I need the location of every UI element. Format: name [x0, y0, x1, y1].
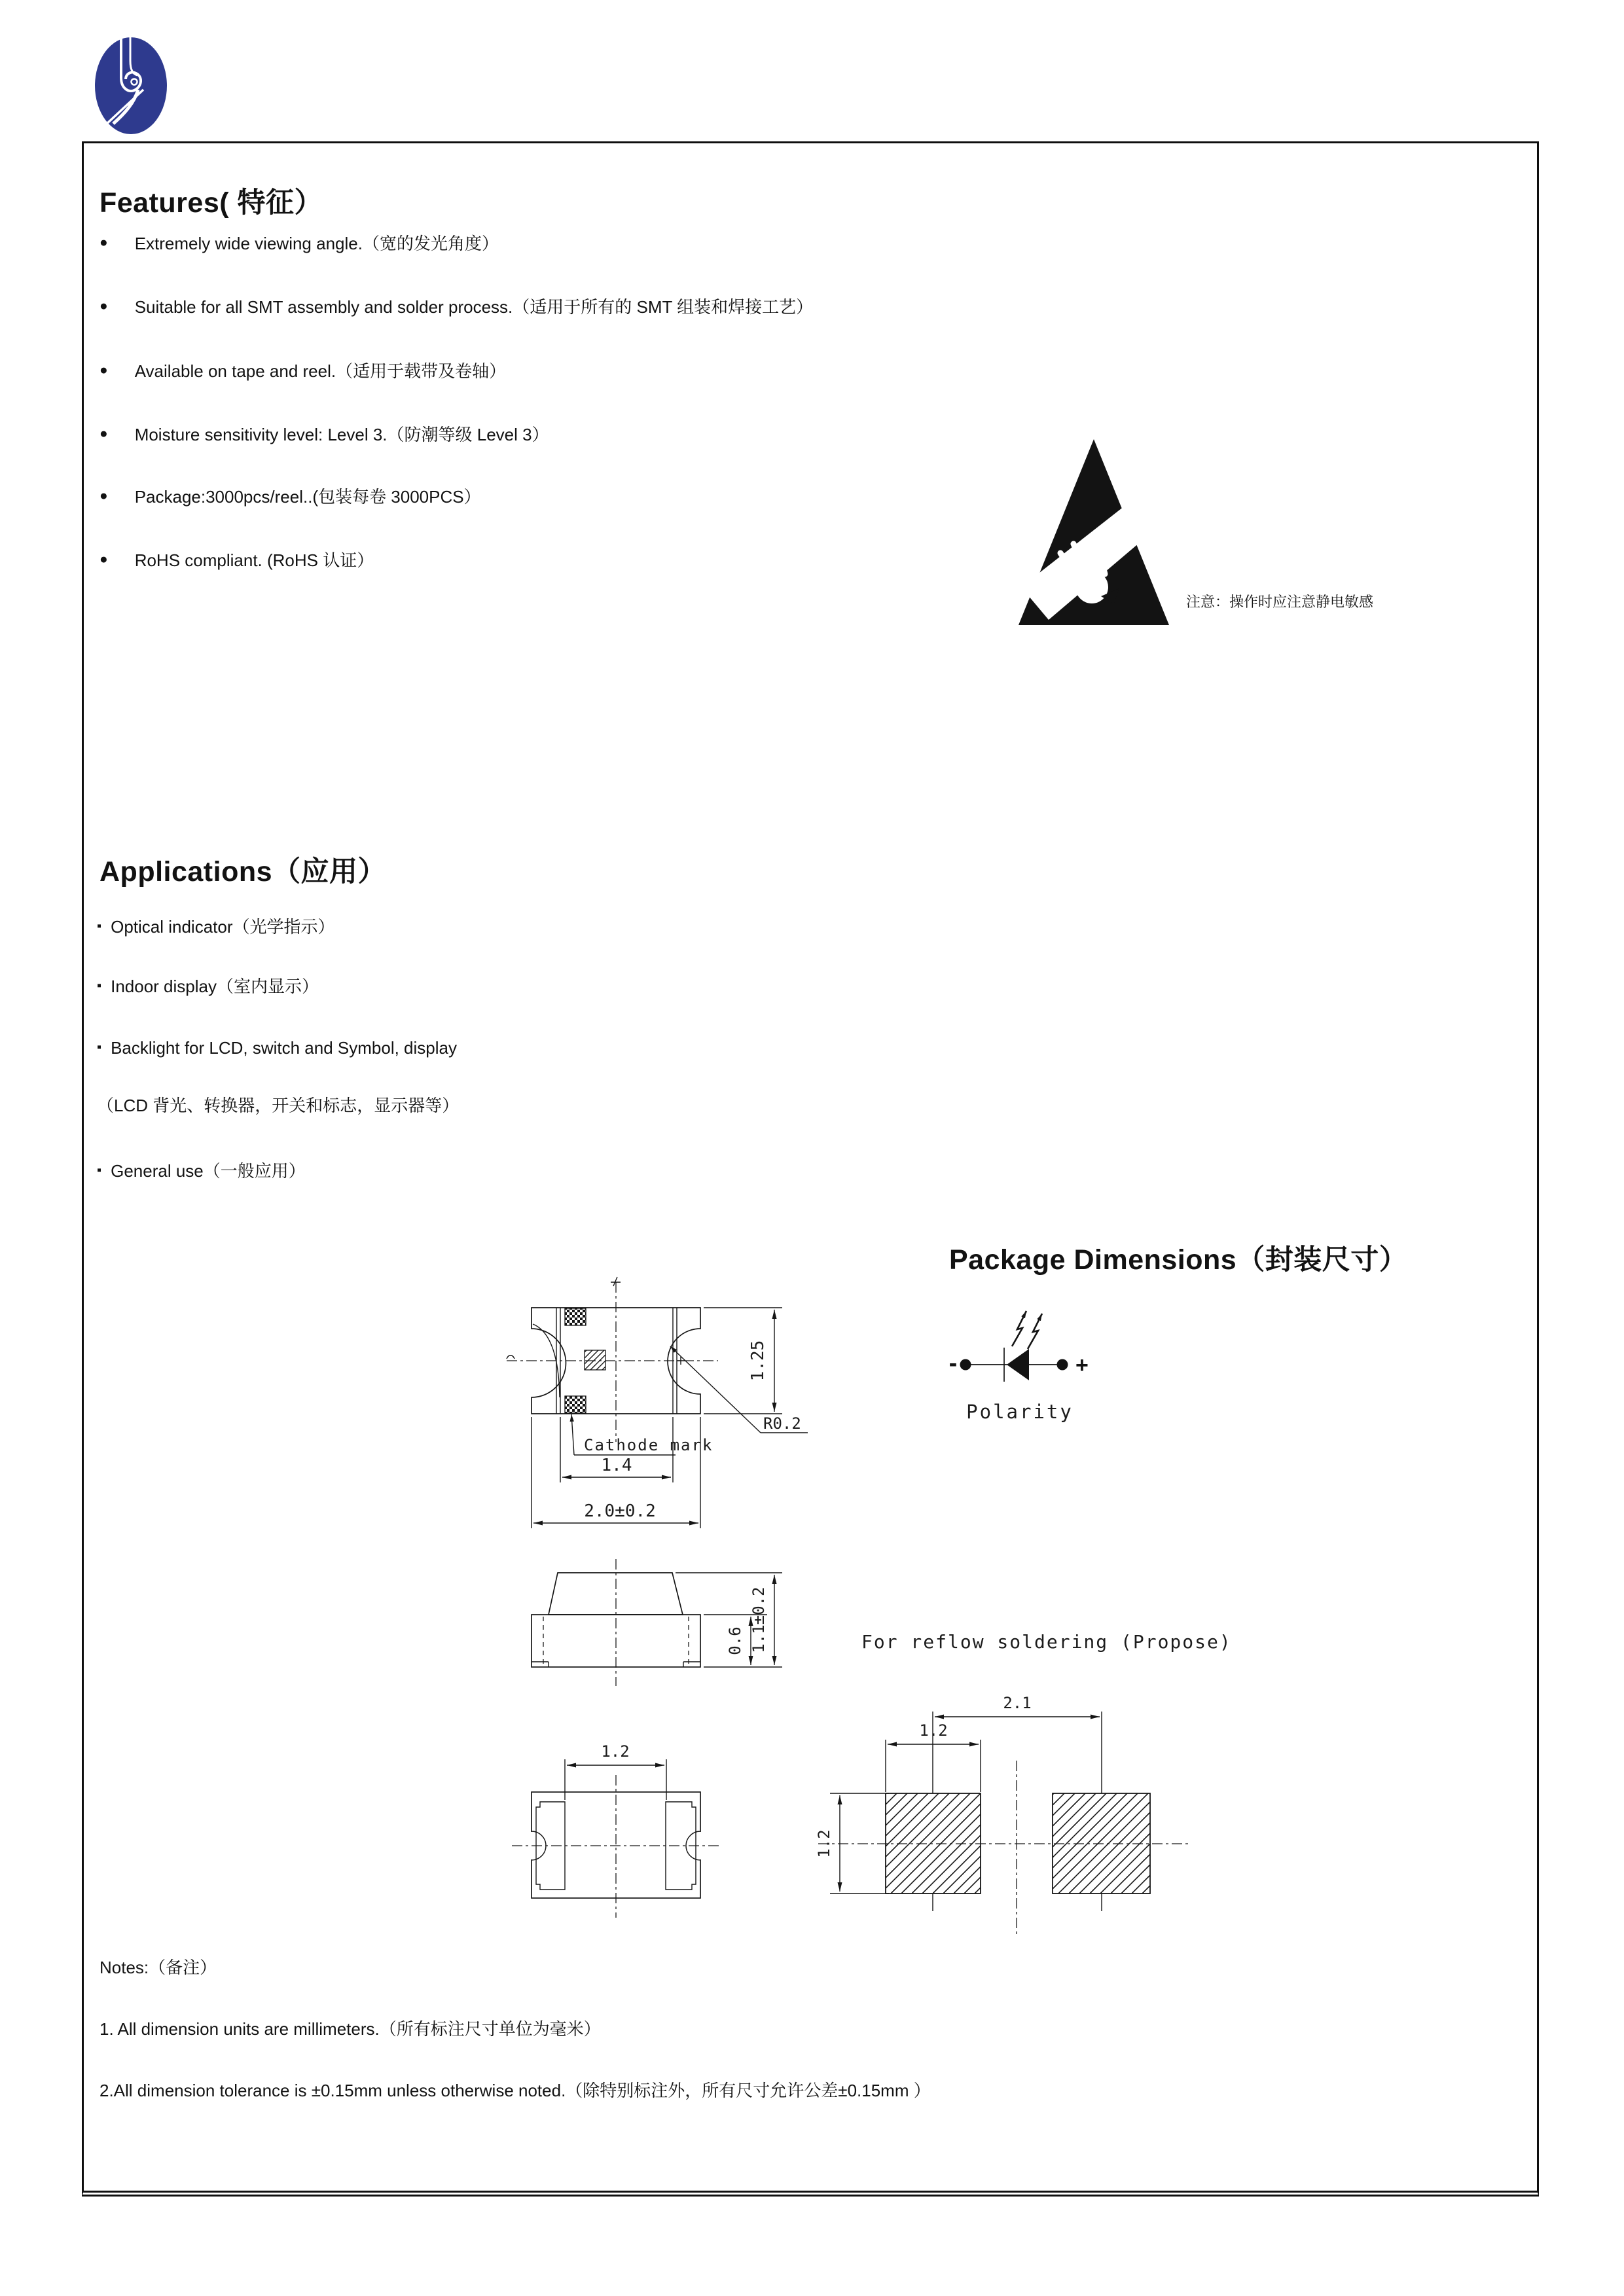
application-item [97, 1037, 457, 1058]
light-arrow-icon [1028, 1314, 1042, 1349]
polarity-diagram [936, 1286, 1106, 1427]
bullet-icon: ● [99, 363, 108, 378]
notes-title: Notes:（备注） [99, 1958, 217, 1977]
applications-title: Applications（应用） [99, 856, 387, 888]
dim-radius: R0.2 [763, 1414, 801, 1433]
application-item [97, 976, 319, 997]
feature-text: Extremely wide viewing angle.（宽的发光角度） [134, 234, 499, 253]
dim-height: 1.25 [748, 1340, 768, 1382]
minus-label: - [948, 1350, 958, 1377]
application-text: Backlight for LCD, switch and Symbol, display [111, 1038, 457, 1058]
polarity-label: Polarity [966, 1401, 1074, 1423]
note-item: 1. All dimension units are millimeters.（所有标注尺寸单位为毫米） [99, 2019, 601, 2039]
cathode-mark-label: Cathode mark [584, 1436, 713, 1454]
feature-item [99, 550, 374, 571]
feature-item [99, 296, 813, 317]
feature-text: Suitable for all SMT assembly and solder process.（适用于所有的 SMT 组装和焊接工艺） [134, 297, 814, 317]
application-text: Indoor display（室内显示） [111, 977, 319, 996]
dim-pad-gap: 1.2 [601, 1742, 630, 1761]
bullet-icon: ● [99, 298, 108, 314]
feature-item [99, 361, 506, 382]
company-logo-icon [94, 36, 168, 135]
dim-outer-width: 2.0±0.2 [584, 1501, 656, 1521]
dim-body-height: 0.6 [726, 1626, 744, 1655]
bullet-icon: ● [99, 235, 108, 250]
feature-item [99, 233, 499, 254]
side-view-drawing [511, 1551, 792, 1692]
feature-item [99, 424, 549, 445]
cathode-mark-pad [565, 1308, 586, 1325]
application-text: Optical indicator（光学指示） [111, 917, 335, 937]
center-pad [585, 1350, 605, 1370]
reflow-caption: For reflow soldering (Propose) [861, 1631, 1232, 1653]
application-text: General use（一般应用） [111, 1161, 306, 1181]
feature-text: Moisture sensitivity level: Level 3.（防潮等级 Level 3） [134, 425, 549, 444]
square-bullet-icon: ▪ [97, 1163, 102, 1177]
plus-label: + [1075, 1353, 1089, 1378]
bottom-view-drawing [511, 1721, 792, 1924]
feature-text: RoHS compliant. (RoHS 认证） [134, 550, 374, 570]
feature-text: Available on tape and reel.（适用于载带及卷轴） [134, 361, 507, 381]
top-view-drawing [499, 1273, 846, 1541]
diode-symbol [1007, 1349, 1029, 1380]
dim-pitch: 2.1 [1003, 1694, 1032, 1712]
square-bullet-icon: ▪ [97, 978, 102, 993]
cathode-mark-pad [565, 1396, 586, 1413]
dim-pad-width: 1.2 [919, 1721, 948, 1740]
application-item [97, 1160, 306, 1181]
dim-total-height: 1.1±0.2 [749, 1587, 768, 1653]
light-arrow-icon [1012, 1311, 1026, 1346]
square-bullet-icon: ▪ [97, 919, 102, 933]
note-item: 2.All dimension tolerance is ±0.15mm unless otherwise noted.（除特别标注外，所有尺寸允许公差±0.15mm ） [99, 2081, 931, 2100]
esd-warning-icon [1015, 435, 1172, 628]
esd-caution-note: 注意：操作时应注意静电敏感 [1186, 594, 1374, 611]
bullet-icon: ● [99, 426, 108, 441]
bullet-icon: ● [99, 552, 108, 567]
feature-item [99, 486, 481, 507]
square-bullet-icon: ▪ [97, 1040, 102, 1054]
feature-text: Package:3000pcs/reel..(包装每卷 3000PCS） [134, 487, 481, 507]
package-dimensions-title: Package Dimensions（封装尺寸） [949, 1244, 1408, 1276]
reflow-pads-drawing [805, 1676, 1198, 1937]
bullet-icon: ● [99, 488, 108, 503]
features-title: Features( 特征） [99, 187, 323, 219]
dim-pad-height: 1.2 [815, 1829, 833, 1858]
dim-inner-width: 1.4 [601, 1456, 632, 1475]
application-text: （LCD 背光、转换器，开关和标志，显示器等） [97, 1096, 460, 1115]
application-item [97, 916, 335, 937]
application-item-continuation [97, 1095, 459, 1116]
